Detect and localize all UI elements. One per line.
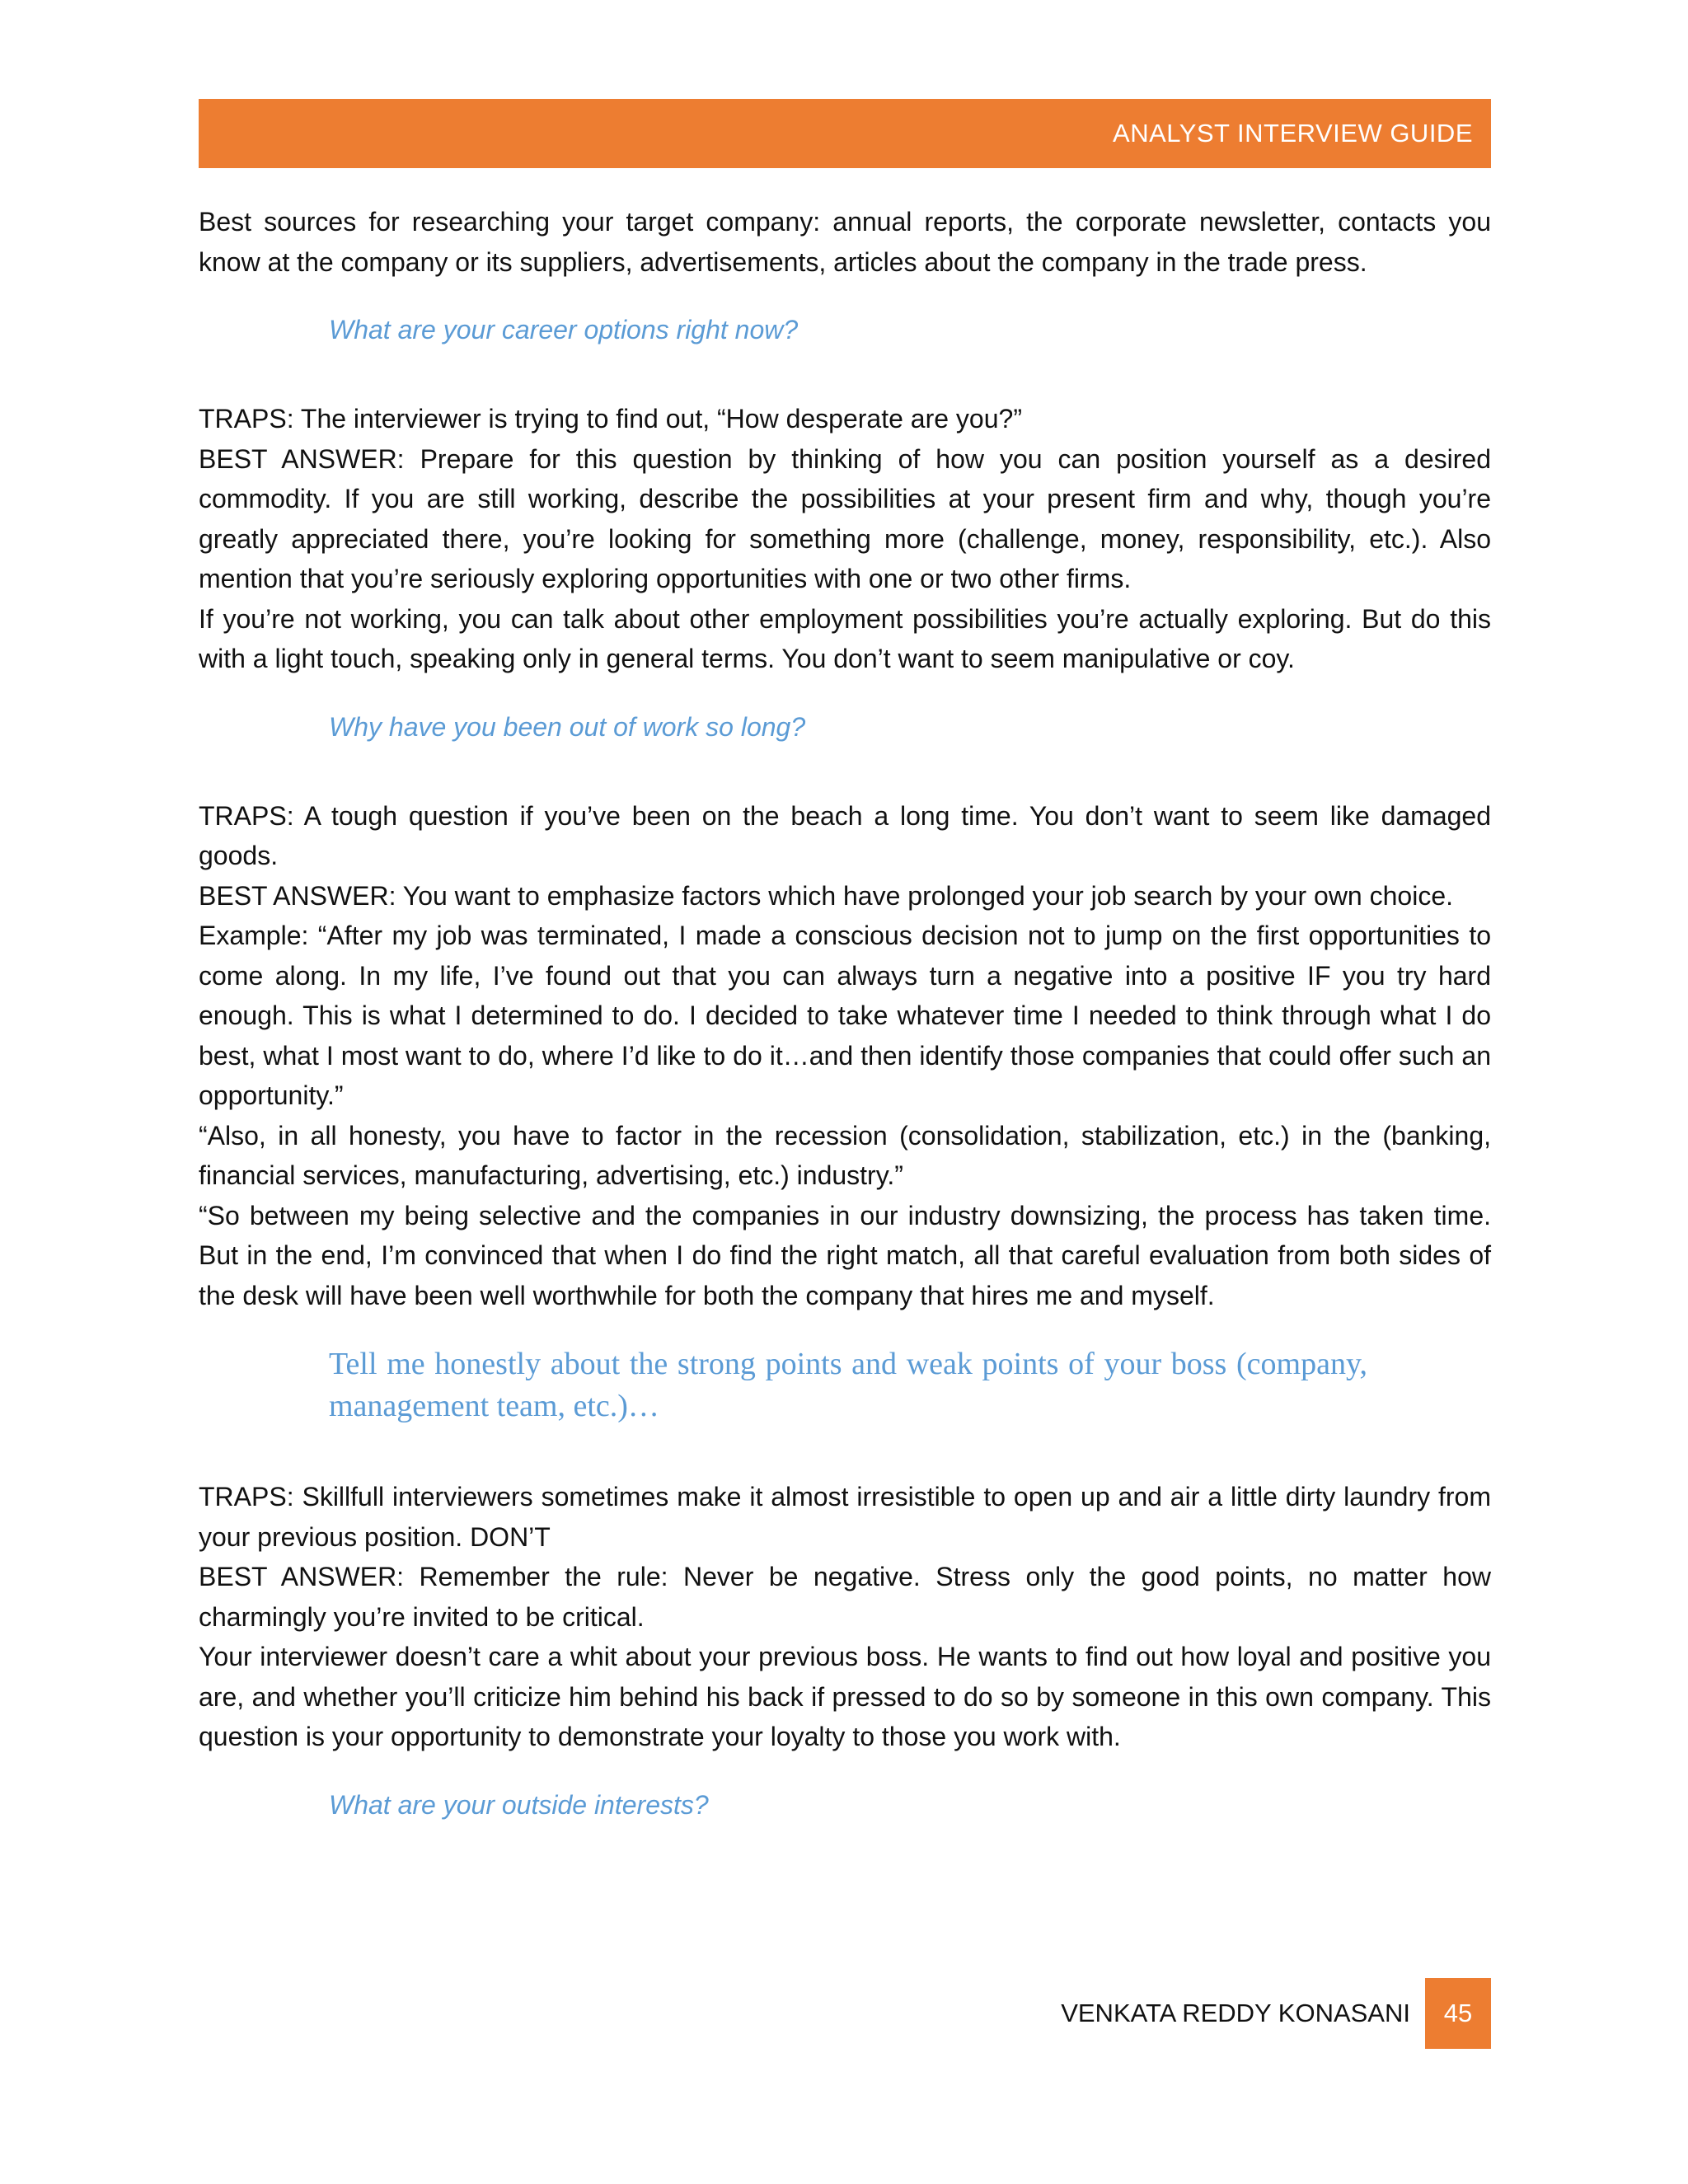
intro-paragraph: Best sources for researching your target company: annual reports, the corporate newsletter, contacts you know at the company or its suppliers, advertisements, articles about the company in the trade press. (199, 207, 1491, 277)
best-answer-paragraph: BEST ANSWER: You want to emphasize factors which have prolonged your job search by your own choice. (199, 880, 1453, 911)
traps-paragraph: TRAPS: Skillfull interviewers sometimes make it almost irresistible to open up and air a little dirty laundry from your previous position. DON’T (199, 1482, 1491, 1552)
answer-paragraph: If you’re not working, you can talk about other employment possibilities you’re actually exploring. But do this with a light touch, speaking only in general terms. You don’t want to seem manipulative or coy. (199, 603, 1491, 673)
traps-paragraph: TRAPS: The interviewer is trying to find out, “How desperate are you?” (199, 404, 1022, 434)
answer-paragraph: Your interviewer doesn’t care a whit about your previous boss. He wants to find out how loyal and positive you are, and whether you’ll criticize him behind his back if pressed to do so by someone in this own company. This question is your opportunity to demonstrate your loyalty to those you work with. (199, 1642, 1491, 1751)
answer-paragraph: “So between my being selective and the companies in our industry downsizing, the process has taken time. But in the end, I’m convinced that when I do find the right match, all that careful evaluation from both sides of the desk will have been well worthwhile for both the company that hires me and myself. (199, 1200, 1491, 1310)
example-paragraph: Example: “After my job was terminated, I made a conscious decision not to jump on the first opportunities to come along. In my life, I’ve found out that you can always turn a negative into a positive IF you try hard enough. This is what I determined to do. I decided to take whatever time I needed to think through what I do best, what I most want to do, where I’d like to do it…and then identify those companies that could offer such an opportunity.” (199, 921, 1491, 1110)
header-title: ANALYST INTERVIEW GUIDE (1113, 119, 1473, 148)
question-out-of-work: Why have you been out of work so long? (329, 711, 806, 742)
footer (199, 1978, 1491, 2049)
question-boss-strengths: Tell me honestly about the strong points and weak points of your boss (company, management team, etc.)… (329, 1347, 1367, 1423)
best-answer-paragraph: BEST ANSWER: Prepare for this question by thinking of how you can position yourself as a desired commodity. If you are still working, describe the possibilities at your present firm and why, though you’re greatly appreciated there, you’re looking for something more (challenge, money, responsibility, etc.). Also mention that you’re seriously exploring opportunities with one or two other firms. (199, 443, 1491, 593)
best-answer-paragraph: BEST ANSWER: Remember the rule: Never be negative. Stress only the good points, no matter how charmingly you’re invited to be critical. (199, 1562, 1491, 1632)
header-bar (199, 99, 1491, 168)
question-outside-interests: What are your outside interests? (329, 1789, 709, 1820)
footer-author: VENKATA REDDY KONASANI (1061, 1999, 1410, 2027)
traps-paragraph: TRAPS: A tough question if you’ve been on the beach a long time. You don’t want to seem like damaged goods. (199, 800, 1491, 870)
page-content (199, 202, 1491, 1825)
question-career-options: What are your career options right now? (329, 315, 799, 344)
page-number: 45 (1425, 1978, 1491, 2049)
answer-paragraph: “Also, in all honesty, you have to factor in the recession (consolidation, stabilization, etc.) in the (banking, financial services, manufacturing, advertising, etc.) industry.” (199, 1120, 1491, 1190)
